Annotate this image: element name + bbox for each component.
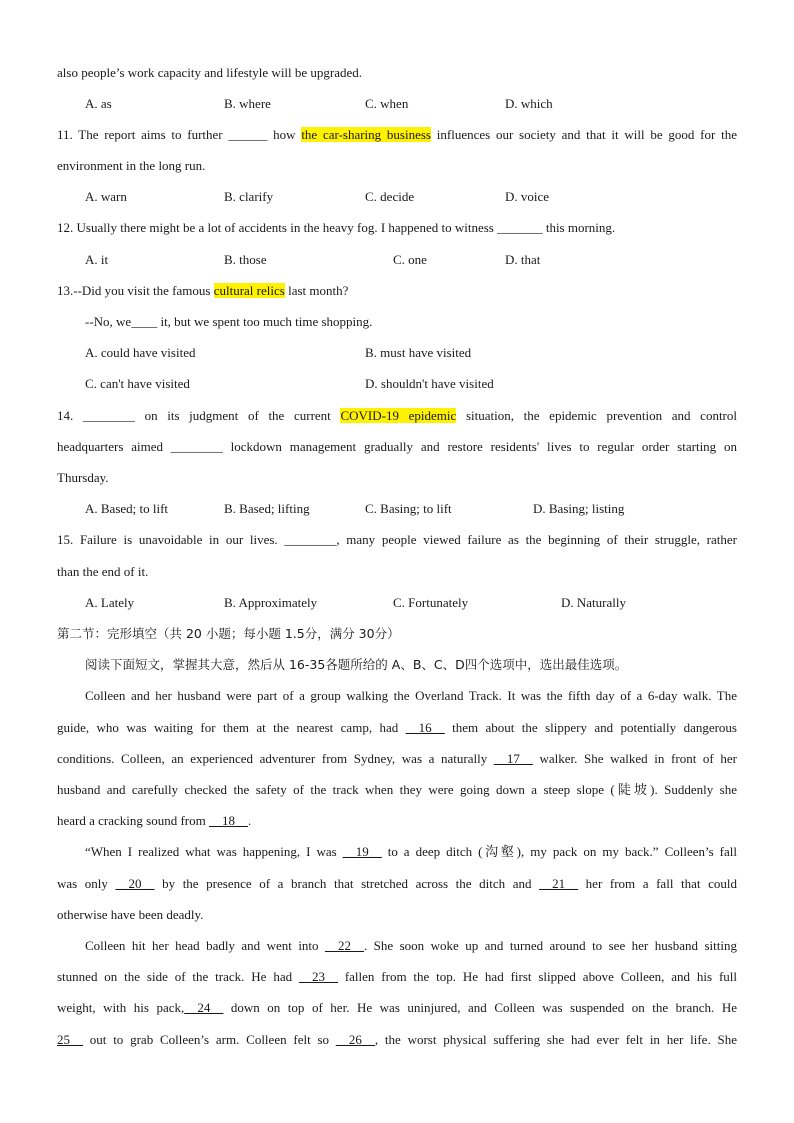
- blank-19: __19__: [342, 844, 382, 859]
- q12-option-c: C. one: [393, 252, 427, 267]
- passage-text: down on top of her. He was uninjured, and Colleen was suspended on the branch. He: [223, 1000, 737, 1015]
- passage-p1-line4: [57, 781, 737, 799]
- blank-25: 25__: [57, 1032, 83, 1047]
- passage-p3-line4: [57, 1031, 737, 1049]
- passage-text: .: [247, 813, 252, 828]
- passage-text: by the presence of a branch that stretched across the ditch and: [154, 876, 540, 891]
- passage-text: . She soon woke up and turned around to see her husband sitting: [363, 938, 737, 953]
- q14-option-a: A. Based; to lift: [85, 501, 169, 516]
- passage-p2-line3: [57, 906, 737, 924]
- q13-stem-post: last month?: [284, 283, 349, 298]
- passage-text: weight, with his pack,: [57, 1000, 185, 1015]
- q13-option-b: B. must have visited: [365, 345, 472, 360]
- section-heading: 第二节：完形填空（共 20 小题；每小题 1.5分，满分 30分）: [57, 626, 400, 641]
- q11-option-d: D. voice: [505, 189, 550, 204]
- q13-stem: [57, 282, 737, 300]
- passage-p2-line1: [85, 843, 737, 861]
- blank-23: __23__: [298, 969, 338, 984]
- q10-option-c: C. when: [365, 96, 409, 111]
- q11-stem-pre: 11. The report aims to further ______ how: [57, 127, 302, 142]
- passage-p2-line2: [57, 875, 737, 893]
- passage-text: her from a fall that could: [578, 876, 737, 891]
- passage-p1-line3: [57, 750, 737, 768]
- q13-stem-pre: 13.--Did you visit the famous: [57, 283, 214, 298]
- passage-text: , the worst physical suffering she had ever felt in her life. She: [374, 1032, 737, 1047]
- passage-p1-line1: [85, 687, 737, 705]
- q12-option-d: D. that: [505, 252, 541, 267]
- passage-p3-line2: [57, 968, 737, 986]
- blank-17: __17__: [493, 751, 533, 766]
- q10-continuation: also people’s work capacity and lifestyle will be upgraded.: [57, 65, 363, 80]
- passage-text: “When I realized what was happening, I was: [85, 844, 343, 859]
- blank-21: __21__: [539, 876, 579, 891]
- q15-stem: 15. Failure is unavoidable in our lives. ________, many people viewed failure as the beginning of their struggle, rather: [57, 532, 737, 547]
- passage-p3-line1: [85, 937, 737, 955]
- passage-text: out to grab Colleen’s arm. Colleen felt so: [83, 1032, 336, 1047]
- passage-text: was only: [57, 876, 116, 891]
- blank-16: __16__: [405, 720, 445, 735]
- q13-option-a: A. could have visited: [85, 345, 196, 360]
- passage-text: to a deep ditch (沟壑), my pack on my back.” Colleen’s fall: [381, 844, 737, 859]
- passage-text: Colleen and her husband were part of a group walking the Overland Track. It was the fifth day of a 6-day walk. The: [85, 688, 737, 703]
- passage-text: walker. She walked in front of her: [532, 751, 737, 766]
- q15-option-b: B. Approximately: [224, 595, 318, 610]
- q12-option-b: B. those: [224, 252, 267, 267]
- q15-stem-line2: than the end of it.: [57, 564, 149, 579]
- q14-option-b: B. Based; lifting: [224, 501, 310, 516]
- q14-highlight: COVID-19 epidemic: [340, 408, 457, 423]
- q11-highlight: the car-sharing business: [301, 127, 431, 142]
- blank-18: __18__: [208, 813, 248, 828]
- passage-text: conditions. Colleen, an experienced adventurer from Sydney, was a naturally: [57, 751, 494, 766]
- blank-24: __24__: [184, 1000, 224, 1015]
- q14-stem-line3: Thursday.: [57, 470, 109, 485]
- q15-option-d: D. Naturally: [561, 595, 626, 610]
- passage-text: guide, who was waiting for them at the nearest camp, had: [57, 720, 406, 735]
- q11-option-a: A. warn: [85, 189, 127, 204]
- section-instruction: 阅读下面短文，掌握其大意，然后从 16-35各题所给的 A、B、C、D四个选项中，选出最佳选项。: [85, 657, 628, 672]
- q11-stem-post: influences our society and that it will be good for the: [431, 127, 737, 142]
- q14-stem: [57, 407, 737, 425]
- q11-option-c: C. decide: [365, 189, 415, 204]
- q14-stem-line2: headquarters aimed ________ lockdown management gradually and restore residents' lives to regular order starting on: [57, 439, 737, 454]
- q13-reply: --No, we____ it, but we spent too much time shopping.: [85, 314, 373, 329]
- passage-p1-line2: [57, 719, 737, 737]
- q13-option-d: D. shouldn't have visited: [365, 376, 494, 391]
- q13-highlight: cultural relics: [213, 283, 285, 298]
- passage-text: heard a cracking sound from: [57, 813, 209, 828]
- q10-option-b: B. where: [224, 96, 271, 111]
- q11-stem-line2: environment in the long run.: [57, 158, 206, 173]
- q11-stem: [57, 126, 737, 144]
- passage-text: fallen from the top. He had first slipped above Colleen, and his full: [337, 969, 737, 984]
- q13-option-c: C. can't have visited: [85, 376, 190, 391]
- blank-26: __26__: [335, 1032, 375, 1047]
- passage-text: stunned on the side of the track. He had: [57, 969, 299, 984]
- q14-option-c: C. Basing; to lift: [365, 501, 452, 516]
- passage-p1-line5: [57, 812, 737, 830]
- q10-option-d: D. which: [505, 96, 553, 111]
- q10-option-a: A. as: [85, 96, 112, 111]
- passage-text: them about the slippery and potentially dangerous: [444, 720, 737, 735]
- q14-stem-pre: 14. ________ on its judgment of the current: [57, 408, 341, 423]
- q14-stem-post: situation, the epidemic prevention and control: [456, 408, 737, 423]
- q14-option-d: D. Basing; listing: [533, 501, 625, 516]
- blank-20: __20__: [115, 876, 155, 891]
- passage-text: otherwise have been deadly.: [57, 907, 204, 922]
- q12-option-a: A. it: [85, 252, 109, 267]
- passage-text: husband and carefully checked the safety of the track when they were going down a steep slope (陡坡). Suddenly she: [57, 782, 737, 797]
- q12-stem: 12. Usually there might be a lot of accidents in the heavy fog. I happened to witness _______ this morning.: [57, 220, 616, 235]
- q15-option-c: C. Fortunately: [393, 595, 469, 610]
- q15-option-a: A. Lately: [85, 595, 135, 610]
- passage-text: Colleen hit her head badly and went into: [85, 938, 325, 953]
- q11-option-b: B. clarify: [224, 189, 274, 204]
- passage-p3-line3: [57, 999, 737, 1017]
- blank-22: __22__: [324, 938, 364, 953]
